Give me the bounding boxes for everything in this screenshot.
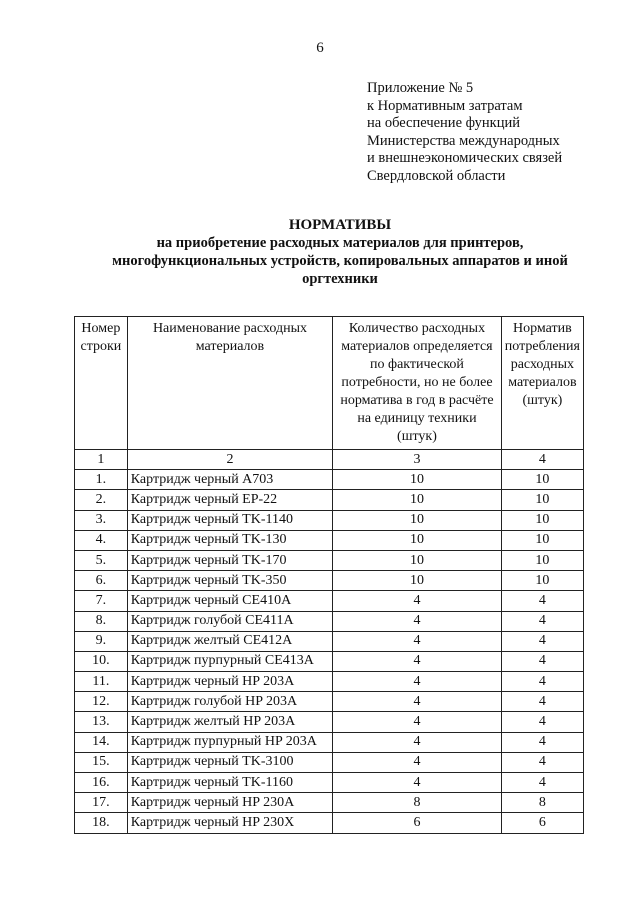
appendix-line: Министерства международных (367, 132, 560, 149)
norm-cell: 10 (501, 470, 583, 490)
norm-cell: 4 (501, 651, 583, 671)
material-name-cell: Картридж черный TK-1160 (127, 773, 332, 793)
header-norm: Норматив потребления расходных материалов (штук) (501, 317, 583, 450)
row-number-cell: 14. (75, 732, 128, 752)
table-row (75, 712, 584, 732)
norm-cell: 10 (501, 530, 583, 550)
table-row (75, 672, 584, 692)
index-cell: 2 (127, 450, 332, 470)
material-name-cell: Картридж черный TK-130 (127, 530, 332, 550)
table-row (75, 813, 584, 833)
row-number-cell: 12. (75, 692, 128, 712)
table-index-row (75, 450, 584, 470)
norm-cell: 4 (501, 712, 583, 732)
material-name-cell: Картридж желтый HP 203A (127, 712, 332, 732)
material-name-cell: Картридж голубой HP 203A (127, 692, 332, 712)
norm-cell: 6 (501, 813, 583, 833)
table-row (75, 490, 584, 510)
norm-cell: 4 (501, 773, 583, 793)
table-header-row (75, 317, 584, 450)
row-number-cell: 2. (75, 490, 128, 510)
row-number-cell: 17. (75, 793, 128, 813)
quantity-cell: 10 (333, 510, 502, 530)
row-number-cell: 7. (75, 591, 128, 611)
quantity-cell: 6 (333, 813, 502, 833)
row-number-cell: 16. (75, 773, 128, 793)
table-row (75, 793, 584, 813)
appendix-line: на обеспечение функций (367, 115, 521, 131)
row-number-cell: 5. (75, 550, 128, 570)
quantity-cell: 4 (333, 591, 502, 611)
norm-cell: 4 (501, 692, 583, 712)
quantity-cell: 4 (333, 672, 502, 692)
header-quantity: Количество расходных материалов определяется по фактической потребности, но не более норматива в год в расчёте на единицу техники (штук) (333, 317, 502, 450)
quantity-cell: 10 (333, 490, 502, 510)
row-number-cell: 8. (75, 611, 128, 631)
table-row (75, 692, 584, 712)
row-number-cell: 11. (75, 672, 128, 692)
table-row (75, 611, 584, 631)
table-row (75, 470, 584, 490)
material-name-cell: Картридж черный HP 230A (127, 793, 332, 813)
appendix-block (367, 80, 627, 185)
material-name-cell: Картридж пурпурный CE413A (127, 651, 332, 671)
quantity-cell: 8 (333, 793, 502, 813)
row-number-cell: 4. (75, 530, 128, 550)
table-row (75, 773, 584, 793)
material-name-cell: Картридж черный А703 (127, 470, 332, 490)
page-number: 6 (316, 40, 324, 56)
quantity-cell: 4 (333, 773, 502, 793)
norm-cell: 8 (501, 793, 583, 813)
row-number-cell: 18. (75, 813, 128, 833)
material-name-cell: Картридж черный TK-1140 (127, 510, 332, 530)
quantity-cell: 4 (333, 611, 502, 631)
row-number-cell: 3. (75, 510, 128, 530)
material-name-cell: Картридж голубой CE411A (127, 611, 332, 631)
table-row (75, 651, 584, 671)
norm-cell: 4 (501, 611, 583, 631)
norms-table (74, 316, 584, 834)
quantity-cell: 4 (333, 651, 502, 671)
material-name-cell: Картридж черный TK-170 (127, 550, 332, 570)
appendix-line: и внешнеэкономических связей (367, 150, 563, 166)
material-name-cell: Картридж черный EP-22 (127, 490, 332, 510)
table-row (75, 571, 584, 591)
row-number-cell: 10. (75, 651, 128, 671)
material-name-cell: Картридж черный TK-3100 (127, 752, 332, 772)
quantity-cell: 4 (333, 752, 502, 772)
row-number-cell: 9. (75, 631, 128, 651)
appendix-line: Свердловской области (367, 167, 506, 184)
table-row (75, 631, 584, 651)
norm-cell: 10 (501, 571, 583, 591)
title-subline: на приобретение расходных материалов для принтеров, (156, 235, 524, 251)
quantity-cell: 10 (333, 530, 502, 550)
title-main: НОРМАТИВЫ (288, 217, 392, 233)
quantity-cell: 10 (333, 571, 502, 591)
index-cell: 1 (75, 450, 128, 470)
material-name-cell: Картридж черный HP 203A (127, 672, 332, 692)
title-subline: оргтехники (302, 271, 378, 287)
quantity-cell: 4 (333, 712, 502, 732)
table-row (75, 530, 584, 550)
table-row (75, 732, 584, 752)
material-name-cell: Картридж черный CE410A (127, 591, 332, 611)
index-cell: 3 (333, 450, 502, 470)
title-subline: многофункциональных устройств, копировальных аппаратов и иной (112, 253, 568, 269)
table-row (75, 510, 584, 530)
row-number-cell: 6. (75, 571, 128, 591)
norm-cell: 4 (501, 631, 583, 651)
norm-cell: 4 (501, 672, 583, 692)
quantity-cell: 4 (333, 692, 502, 712)
table-row (75, 591, 584, 611)
row-number-cell: 1. (75, 470, 128, 490)
norm-cell: 10 (501, 550, 583, 570)
row-number-cell: 13. (75, 712, 128, 732)
header-row-number: Номер строки (75, 317, 128, 450)
norm-cell: 10 (501, 490, 583, 510)
norm-cell: 4 (501, 752, 583, 772)
quantity-cell: 10 (333, 470, 502, 490)
appendix-line: к Нормативным затратам (367, 97, 523, 114)
appendix-line: Приложение № 5 (367, 80, 474, 96)
material-name-cell: Картридж пурпурный HP 203A (127, 732, 332, 752)
norm-cell: 4 (501, 591, 583, 611)
row-number-cell: 15. (75, 752, 128, 772)
index-cell: 4 (501, 450, 583, 470)
table-row (75, 550, 584, 570)
material-name-cell: Картридж черный TK-350 (127, 571, 332, 591)
norm-cell: 10 (501, 510, 583, 530)
norm-cell: 4 (501, 732, 583, 752)
document-title (60, 216, 620, 288)
material-name-cell: Картридж желтый CE412A (127, 631, 332, 651)
quantity-cell: 4 (333, 631, 502, 651)
table-row (75, 752, 584, 772)
quantity-cell: 4 (333, 732, 502, 752)
quantity-cell: 10 (333, 550, 502, 570)
material-name-cell: Картридж черный HP 230X (127, 813, 332, 833)
header-material-name: Наименование расходных материалов (127, 317, 332, 450)
